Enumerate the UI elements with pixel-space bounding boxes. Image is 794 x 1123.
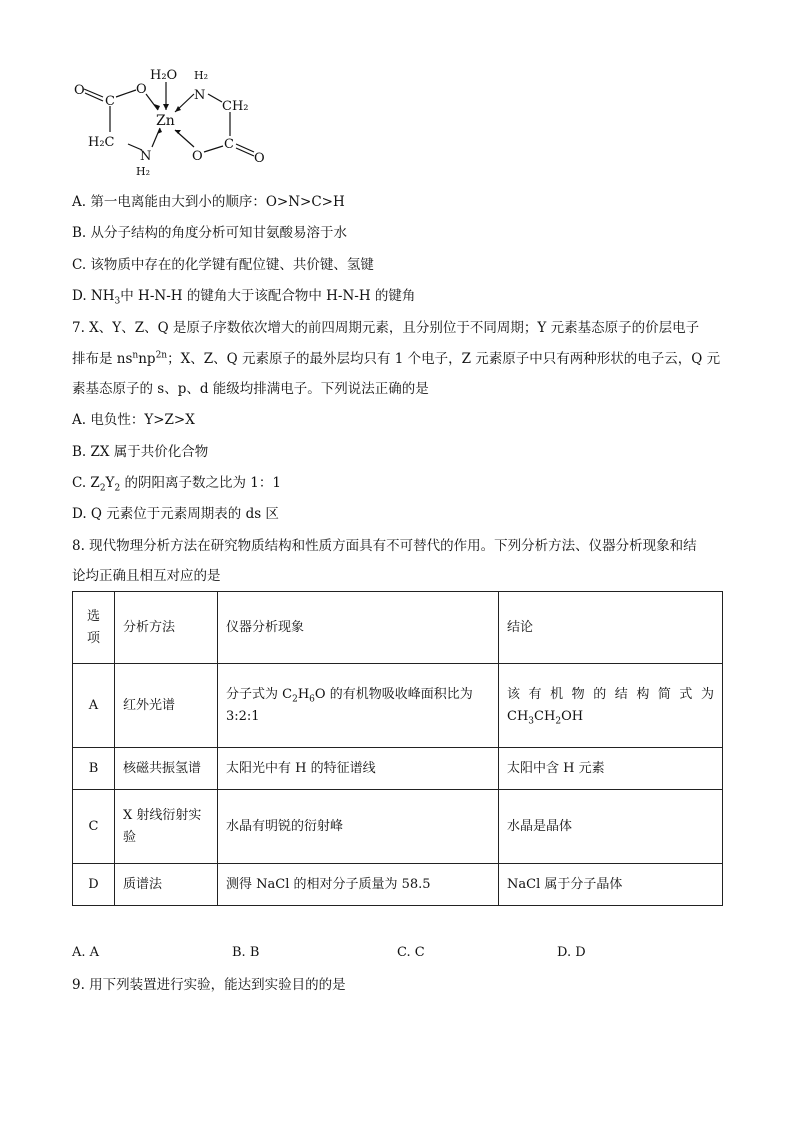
- label-h2-n-right: H₂: [194, 69, 209, 82]
- row-c-phenomenon: 水晶有明锐的衍射峰: [218, 790, 499, 864]
- label-ch2-right: CH₂: [222, 99, 249, 114]
- q8-option-a: A. A: [72, 945, 100, 960]
- label-n-right: N: [194, 88, 206, 103]
- header-conclusion: 结论: [499, 592, 723, 664]
- table-header-row: [73, 592, 723, 664]
- q6-option-c: C. 该物质中存在的化学键有配位键、共价键、氢键: [72, 257, 374, 273]
- row-b-method: 核磁共振氢谱: [115, 748, 218, 790]
- row-d-option: D: [73, 864, 115, 906]
- row-b-phenomenon: 太阳光中有 H 的特征谱线: [218, 748, 499, 790]
- q8-stem-line-2: 论均正确且相互对应的是: [72, 568, 221, 584]
- label-ch2-left: H₂C: [88, 135, 115, 150]
- label-o-carbonyl-right: O: [254, 151, 265, 166]
- q8-stem-line-1: 8. 现代物理分析方法在研究物质结构和性质方面具有不可替代的作用。下列分析方法、仪器分析现象和结: [72, 538, 697, 554]
- table-row: [73, 748, 723, 790]
- row-a-conclusion: 该有机物的结构简式为 $CH_3CH_2OH$: [499, 664, 723, 748]
- header-phenomenon: 仪器分析现象: [218, 592, 499, 664]
- table-row: [73, 664, 723, 748]
- label-zn: Zn: [156, 113, 175, 129]
- q8-option-b: B. B: [232, 945, 260, 960]
- q7-stem-line-3: 素基态原子的 s、p、d 能级均排满电子。下列说法正确的是: [72, 381, 429, 397]
- row-a-option: A: [73, 664, 115, 748]
- row-d-phenomenon: 测得 NaCl 的相对分子质量为 58.5: [218, 864, 499, 906]
- q7-stem-line-1: 7. X、Y、Z、Q 是原子序数依次增大的前四周期元素，且分别位于不同周期；Y 元素基态原子的价层电子: [72, 320, 700, 336]
- label-o-carbonyl-left: O: [74, 83, 85, 98]
- row-c-method: X 射线衍射实 验: [115, 790, 218, 864]
- table-row: [73, 790, 723, 864]
- row-a-phenomenon: 分子式为 $C_2H_6O$ 的有机物吸收峰面积比为 3:2:1: [218, 664, 499, 748]
- q8-option-d: D. D: [557, 945, 586, 960]
- q7-option-b: B. ZX 属于共价化合物: [72, 444, 209, 460]
- q9-stem: 9. 用下列装置进行实验，能达到实验目的的是: [72, 977, 346, 993]
- row-a-method: 红外光谱: [115, 664, 218, 748]
- label-c-left: C: [105, 94, 115, 109]
- table-row: [73, 864, 723, 906]
- q6-option-b: B. 从分子结构的角度分析可知甘氨酸易溶于水: [72, 225, 348, 241]
- q7-option-a: A. 电负性：Y>Z>X: [72, 412, 195, 428]
- q6-option-a: A. 第一电离能由大到小的顺序：O>N>C>H: [72, 194, 345, 210]
- label-n-left: N: [140, 149, 152, 164]
- q7-option-c: C. $Z_2Y_2$ 的阴阳离子数之比为 1：1: [72, 475, 281, 494]
- q7-option-d: D. Q 元素位于元素周期表的 ds 区: [72, 506, 279, 522]
- header-method: 分析方法: [115, 592, 218, 664]
- zinc-glycinate-structure: [70, 62, 280, 180]
- row-b-option: B: [73, 748, 115, 790]
- row-c-option: C: [73, 790, 115, 864]
- header-option: 选 项: [73, 592, 115, 664]
- q8-option-c: C. C: [397, 945, 425, 960]
- row-d-method: 质谱法: [115, 864, 218, 906]
- label-o-left: O: [136, 82, 147, 97]
- label-h2-n-left: H₂: [136, 165, 151, 178]
- q7-stem-line-2: 排布是 $ns^nnp^{2n}$；X、Z、Q 元素原子的最外层均只有 1 个电子，Z 元素原子中只有两种形状的电子云，Q 元: [72, 350, 721, 367]
- row-c-conclusion: 水晶是晶体: [499, 790, 723, 864]
- label-h2o: H₂O: [150, 68, 178, 83]
- label-c-right: C: [224, 137, 234, 152]
- q6-option-d: D. $NH_3$中 H-N-H 的键角大于该配合物中 H-N-H 的键角: [72, 288, 416, 307]
- label-o-right: O: [192, 149, 203, 164]
- row-b-conclusion: 太阳中含 H 元素: [499, 748, 723, 790]
- row-d-conclusion: NaCl 属于分子晶体: [499, 864, 723, 906]
- q8-table: [72, 591, 723, 906]
